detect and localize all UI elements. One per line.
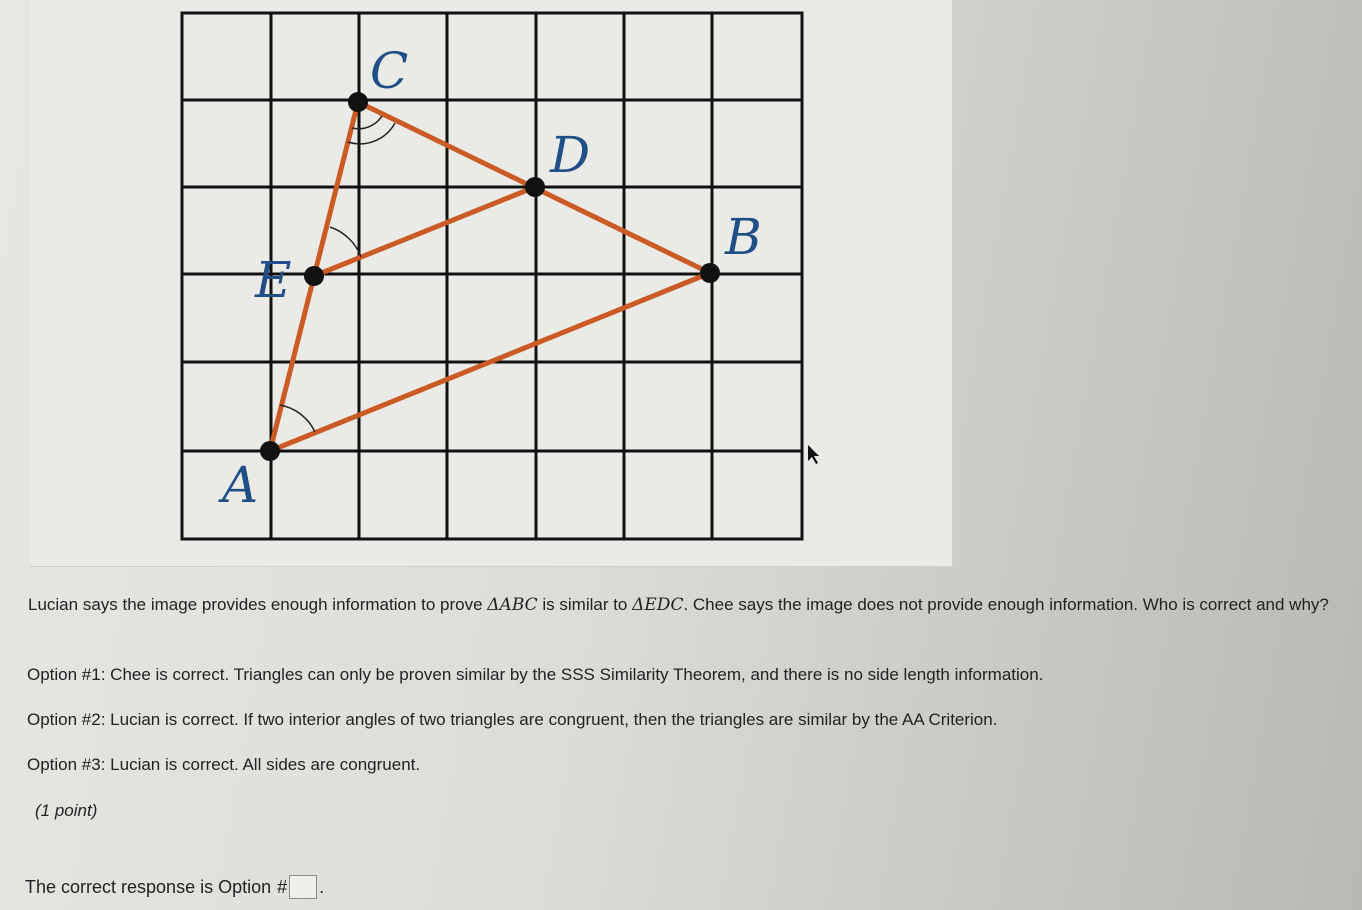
segment-ed bbox=[314, 187, 535, 276]
option-3: Option #3: Lucian is correct. All sides are congruent. bbox=[27, 755, 421, 774]
label-c: C bbox=[370, 42, 409, 100]
question-part-2: is similar to bbox=[537, 595, 633, 614]
point-c bbox=[348, 92, 368, 112]
answer-period: . bbox=[319, 876, 325, 897]
vertex-labels bbox=[218, 42, 762, 514]
answer-prefix: The correct response is Option bbox=[25, 876, 272, 897]
mouse-cursor-icon bbox=[808, 445, 819, 464]
question-part-3: . Chee says the image does not provide enough information. Who is correct and why? bbox=[683, 595, 1329, 614]
points-note: (1 point) bbox=[35, 801, 98, 820]
angle-mark-a bbox=[280, 405, 315, 432]
triangle-lines bbox=[270, 102, 710, 451]
answer-input[interactable] bbox=[289, 875, 317, 899]
point-b bbox=[700, 263, 720, 283]
figure-panel bbox=[30, 0, 953, 567]
point-e bbox=[304, 266, 324, 286]
label-d: D bbox=[550, 126, 591, 184]
answer-hash: # bbox=[277, 876, 288, 897]
vertex-points bbox=[260, 92, 720, 461]
triangle-abc: ΔABC bbox=[487, 595, 538, 615]
angle-mark-e bbox=[330, 227, 361, 257]
point-d bbox=[525, 177, 545, 197]
label-b: B bbox=[725, 208, 762, 266]
label-e: E bbox=[255, 251, 292, 309]
option-1: Option #1: Chee is correct. Triangles can only be proven similar by the SSS Similarity Theorem, and there is no side length information. bbox=[27, 665, 1044, 684]
answer-line bbox=[25, 875, 324, 899]
option-2: Option #2: Lucian is correct. If two interior angles of two triangles are congruent, then the triangles are similar by the AA Criterion. bbox=[27, 710, 998, 729]
point-a bbox=[260, 441, 280, 461]
question-part-1: Lucian says the image provides enough information to prove bbox=[28, 595, 488, 614]
question-text bbox=[28, 590, 1338, 620]
label-a: A bbox=[222, 456, 259, 514]
triangle-figure bbox=[30, 0, 952, 566]
triangle-edc: ΔEDC bbox=[632, 595, 684, 615]
